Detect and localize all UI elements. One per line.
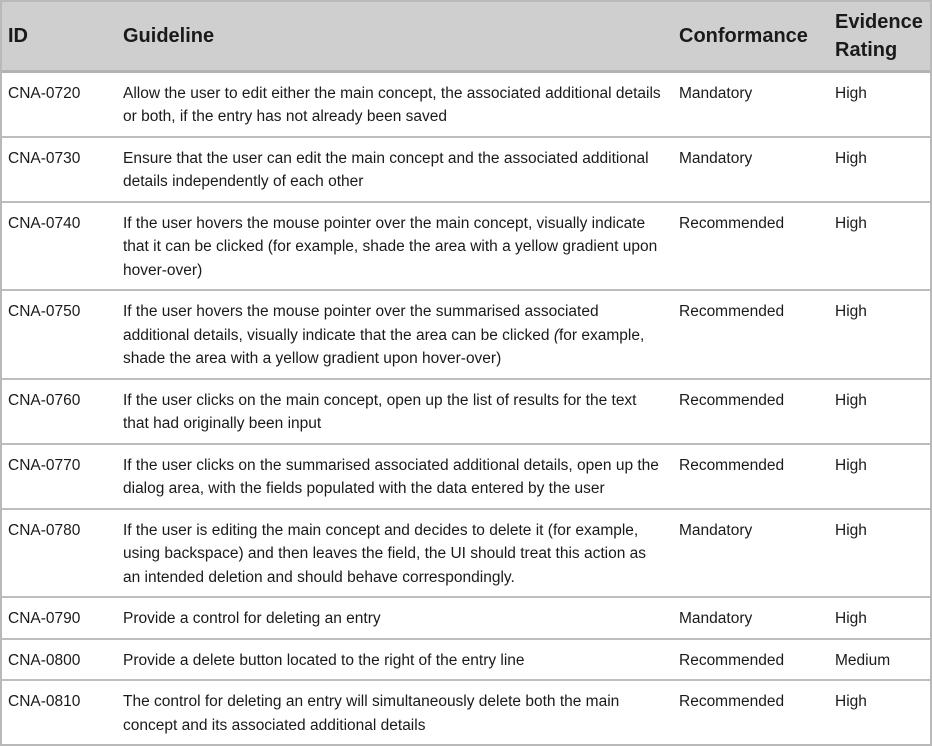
header-id: ID	[2, 2, 118, 71]
table-row	[2, 290, 930, 379]
cell-id: CNA-0810	[8, 693, 81, 710]
cell-guideline: Provide a delete button located to the right of the entry line	[118, 639, 673, 681]
cell-conformance: Mandatory	[673, 509, 829, 598]
cell-guideline	[118, 290, 673, 379]
table-row	[2, 639, 930, 681]
cell-conformance: Recommended	[673, 379, 829, 444]
cell-conformance: Recommended	[673, 202, 829, 291]
guidelines-table	[2, 2, 930, 744]
cell-evidence: High	[829, 444, 930, 509]
table-row	[2, 202, 930, 291]
cell-guideline: If the user clicks on the summarised associated additional details, open up the dialog area, with the fields populated with the data entered by the user	[118, 444, 673, 509]
header-conformance: Conformance	[673, 2, 829, 71]
cell-guideline: If the user hovers the mouse pointer over the main concept, visually indicate that it can be clicked (for example, shade the area with a yellow gradient upon hover-over)	[118, 202, 673, 291]
cell-id: CNA-0750	[2, 290, 118, 379]
cell-conformance: Recommended	[679, 693, 785, 710]
cell-guideline: If the user clicks on the main concept, open up the list of results for the text that had originally been input	[118, 379, 673, 444]
header-evidence-line1: Evidence	[835, 10, 923, 33]
header-evidence-rating	[829, 2, 930, 71]
cell-id: CNA-0770	[2, 444, 118, 509]
cell-conformance: Recommended	[673, 444, 829, 509]
cell-guideline: If the user is editing the main concept and decides to delete it (for example, using backspace) and then leaves the field, the UI should treat this action as an intended deletion and should behave correspondingly.	[118, 509, 673, 598]
guideline-text-post: for example, shade the area with a yellow gradient upon hover-over)	[123, 326, 645, 367]
cell-evidence: High	[829, 379, 930, 444]
table-row	[2, 444, 930, 509]
header-evidence-line2: Rating	[835, 38, 898, 61]
cell-conformance: Recommended	[673, 639, 829, 681]
cell-id: CNA-0720	[2, 71, 118, 137]
cell-evidence: High	[829, 509, 930, 598]
table-row	[2, 509, 930, 598]
cell-evidence: Medium	[829, 639, 930, 681]
table-row	[2, 137, 930, 202]
cell-conformance: Recommended	[673, 290, 829, 379]
table-header	[2, 2, 930, 71]
table-body	[2, 71, 930, 744]
cell-id: CNA-0780	[2, 509, 118, 598]
guideline-text-pre: If the user hovers the mouse pointer over the summarised associated additional details, visually indicate that the area can be clicked	[123, 303, 599, 344]
cell-evidence: High	[835, 693, 867, 710]
cell-id: CNA-0760	[2, 379, 118, 444]
table-row	[2, 680, 930, 744]
cell-conformance: Mandatory	[673, 597, 829, 639]
cell-guideline: Provide a control for deleting an entry	[118, 597, 673, 639]
cell-id: CNA-0740	[2, 202, 118, 291]
table-row	[2, 597, 930, 639]
cell-id: CNA-0790	[2, 597, 118, 639]
cell-conformance: Mandatory	[673, 71, 829, 137]
guideline-text-paren: (	[553, 326, 559, 344]
table-row	[2, 379, 930, 444]
cell-id: CNA-0800	[2, 639, 118, 681]
cell-evidence: High	[829, 290, 930, 379]
table-row	[2, 71, 930, 137]
cell-guideline: Ensure that the user can edit the main concept and the associated additional details independently of each other	[118, 137, 673, 202]
cell-conformance: Mandatory	[673, 137, 829, 202]
cell-evidence: High	[829, 202, 930, 291]
cell-evidence: High	[829, 71, 930, 137]
cell-guideline: Allow the user to edit either the main concept, the associated additional details or both, if the entry has not already been saved	[118, 71, 673, 137]
header-row	[2, 2, 930, 71]
header-guideline: Guideline	[118, 2, 673, 71]
cell-id: CNA-0730	[2, 137, 118, 202]
cell-guideline: The control for deleting an entry will simultaneously delete both the main concept and its associated additional details	[123, 693, 620, 734]
cell-evidence: High	[829, 597, 930, 639]
cell-evidence: High	[829, 137, 930, 202]
